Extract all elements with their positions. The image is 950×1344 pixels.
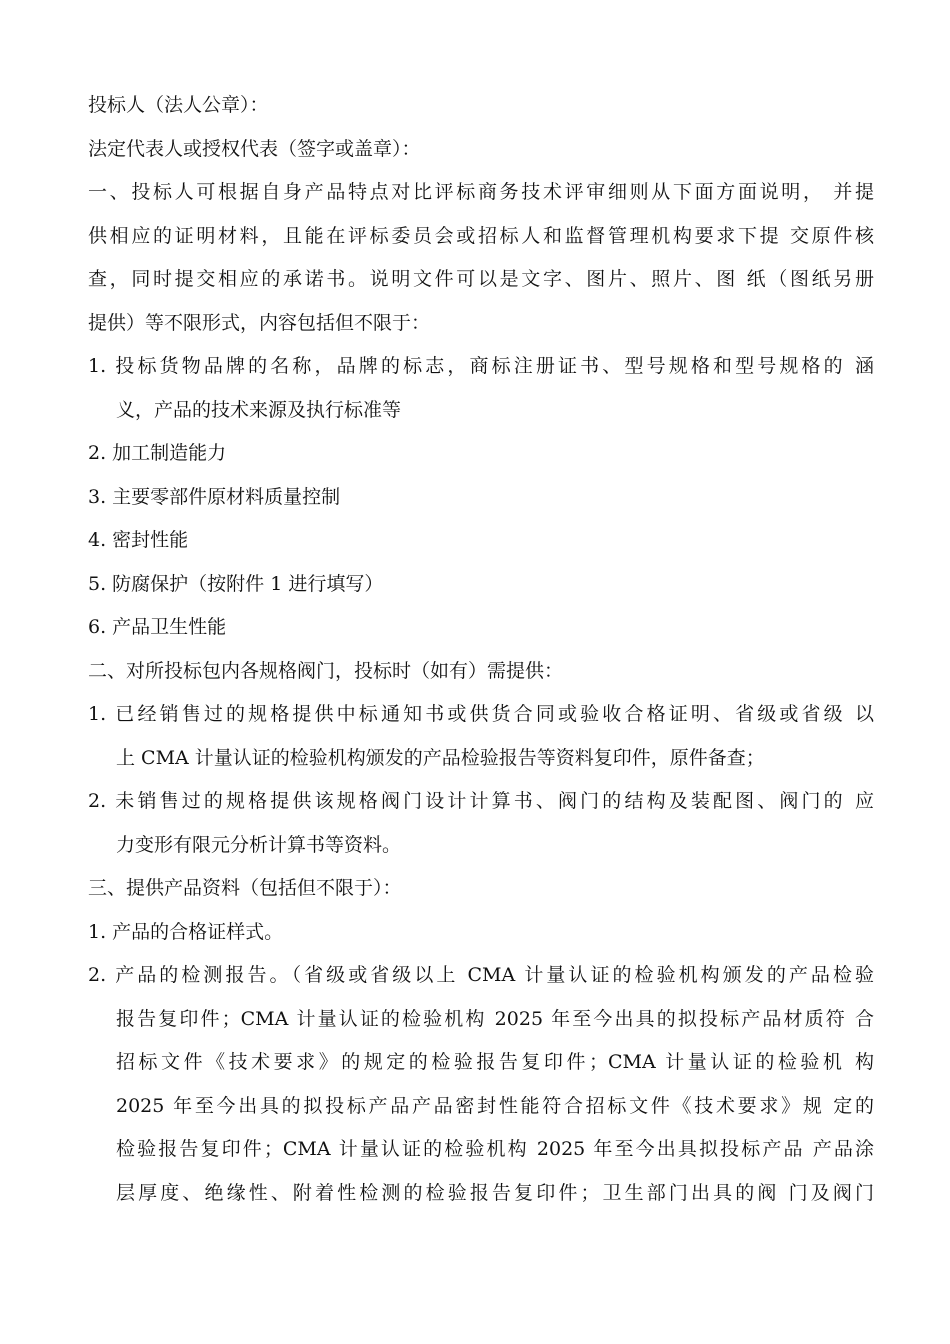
text-line: 5. 防腐保护（按附件 1 进行填写）	[88, 572, 384, 595]
text-line: 2025 年至今出具的拟投标产品产品密封性能符合招标文件《技术要求》规 定的	[116, 1094, 874, 1117]
text-line: 查，同时提交相应的承诺书。说明文件可以是文字、图片、照片、图 纸（图纸另册	[88, 268, 874, 290]
text-line: 一、投标人可根据自身产品特点对比评标商务技术评审细则从下面方面说明， 并提	[88, 181, 874, 203]
text-line: 投标人（法人公章）：	[88, 94, 269, 116]
text-line: 供相应的证明材料，且能在评标委员会或招标人和监督管理机构要求下提 交原件核	[88, 224, 874, 247]
document-page	[88, 84, 874, 1215]
text-line: 1. 投标货物品牌的名称，品牌的标志，商标注册证书、型号规格和型号规格的 涵	[88, 355, 874, 377]
text-line: 6. 产品卫生性能	[88, 616, 227, 638]
text-line: 检验报告复印件；CMA 计量认证的检验机构 2025 年至今出具拟投标产品 产品涂	[116, 1138, 874, 1160]
text-line: 2. 产品的检测报告。（省级或省级以上 CMA 计量认证的检验机构颁发的产品检验	[88, 964, 874, 986]
text-line: 2. 加工制造能力	[88, 442, 227, 464]
text-line: 1. 已经销售过的规格提供中标通知书或供货合同或验收合格证明、省级或省级 以	[88, 703, 874, 725]
text-line: 上 CMA 计量认证的检验机构颁发的产品检验报告等资料复印件，原件备查；	[116, 746, 765, 769]
text-line: 报告复印件；CMA 计量认证的检验机构 2025 年至今出具的拟投标产品材质符 合	[116, 1007, 874, 1030]
text-line: 层厚度、绝缘性、附着性检测的检验报告复印件；卫生部门出具的阀 门及阀门	[116, 1181, 874, 1204]
text-line: 3. 主要零部件原材料质量控制	[88, 485, 341, 508]
text-line: 二、对所投标包内各规格阀门，投标时（如有）需提供：	[88, 659, 564, 682]
text-line: 力变形有限元分析计算书等资料。	[116, 833, 402, 856]
text-line: 三、提供产品资料（包括但不限于）：	[88, 877, 402, 899]
text-line: 2. 未销售过的规格提供该规格阀门设计计算书、阀门的结构及装配图、阀门的 应	[88, 790, 874, 812]
text-line: 义，产品的技术来源及执行标准等	[116, 398, 402, 421]
text-line: 招标文件《技术要求》的规定的检验报告复印件；CMA 计量认证的检验机 构	[116, 1051, 874, 1073]
text-line: 法定代表人或授权代表（签字或盖章）：	[88, 137, 421, 160]
text-line: 1. 产品的合格证样式。	[88, 920, 284, 943]
text-line: 4. 密封性能	[88, 529, 189, 551]
text-line: 提供）等不限形式，内容包括但不限于：	[88, 311, 431, 334]
